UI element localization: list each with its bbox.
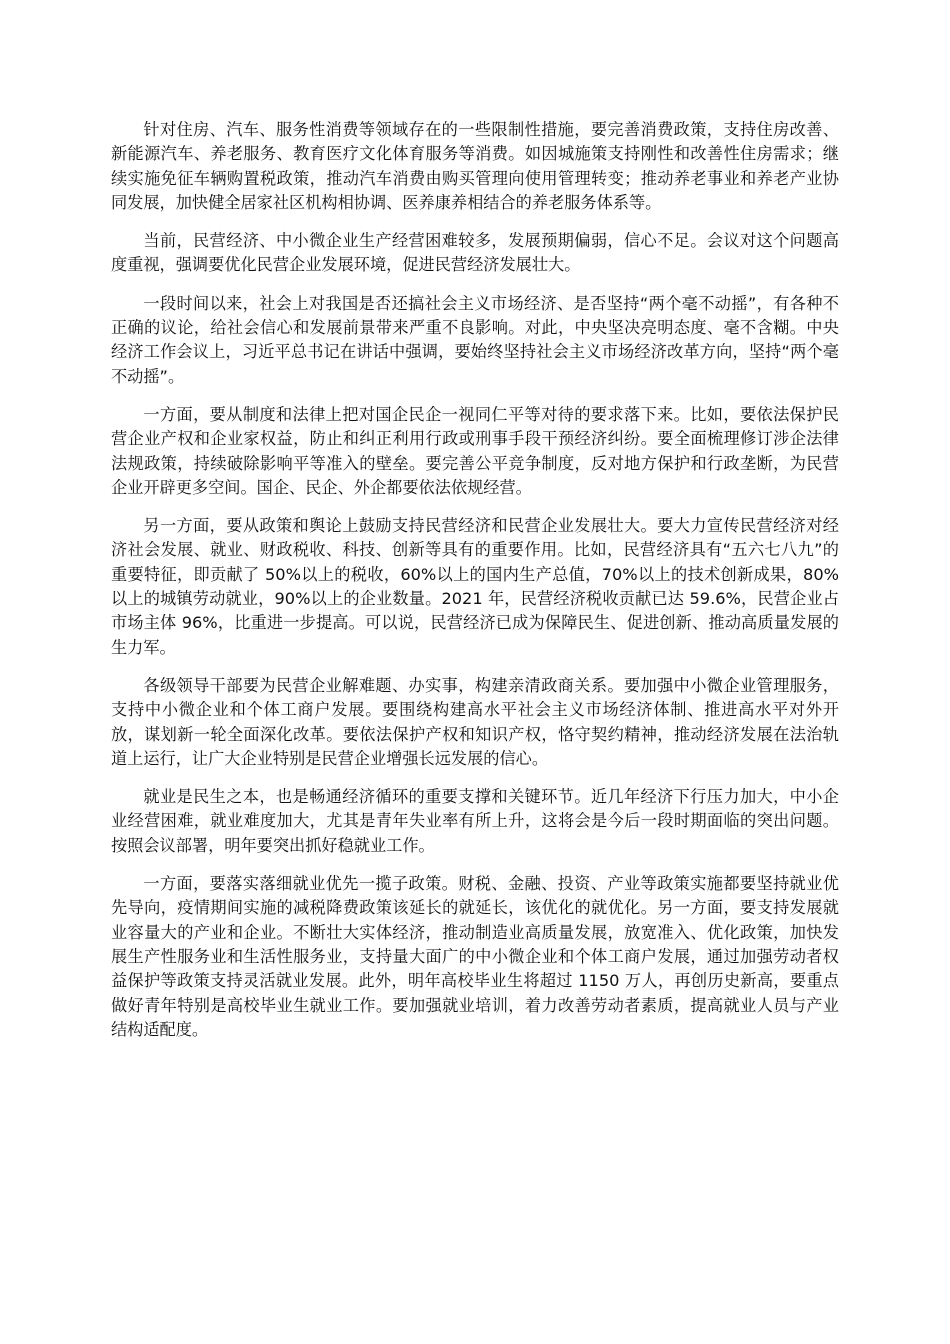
paragraph-consumption-policy: 针对住房、汽车、服务性消费等领域存在的一些限制性措施，要完善消费政策，支持住房改善、新能源汽车、养老服务、教育医疗文化体育服务等消费。如因城施策支持刚性和改善性住房需求；继续实施免征车辆购置税政策，推动汽车消费由购买管理向使用管理转变；推动养老事业和养老产业协同发展，加快健全居家社区机构相协调、医养康养相结合的养老服务体系等。 [111, 120, 839, 212]
paragraph-government-business-relations: 各级领导干部要为民营企业解难题、办实事，构建亲清政商关系。要加强中小微企业管理服务，支持中小微企业和个体工商户发展。要围绕构建高水平社会主义市场经济体制、推进高水平对外开放，谋划新一轮全面深化改革。要依法保护产权和知识产权，恪守契约精神，推动经济发展在法治轨道上运行，让广大企业特别是民营企业增强长远发展的信心。 [111, 675, 839, 768]
paragraph-policy-support: 另一方面，要从政策和舆论上鼓励支持民营经济和民营企业发展壮大。要大力宣传民营经济对经济社会发展、就业、财政税收、科技、创新等具有的重要作用。比如，民营经济具有“五六七八九”的重要特征，即贡献了 50%以上的税收，60%以上的国内生产总值，70%以上的技术创新成果，80%以上的城镇劳动就业，90%以上的企业数量。2021 年，民营经济税收贡献已达 59.6%，民营企业占市场主体 96%，比重进一步提高。可以说，民营经济已成为保障民生、促进创新、推动高质量发展的生力军。 [111, 516, 839, 657]
paragraph-two-unwaverings: 一段时间以来，社会上对我国是否还搞社会主义市场经济、是否坚持“两个毫不动摇”，有各种不正确的议论，给社会信心和发展前景带来严重不良影响。对此，中央坚决亮明态度、毫不含糊。中央经济工作会议上，习近平总书记在讲话中强调，要始终坚持社会主义市场经济改革方向，坚持“两个毫不动摇”。 [111, 293, 839, 386]
paragraph-institutional-equality: 一方面，要从制度和法律上把对国企民企一视同仁平等对待的要求落下来。比如，要依法保护民营企业产权和企业家权益，防止和纠正利用行政或刑事手段干预经济纠纷。要全面梳理修订涉企法律法规政策，持续破除影响平等准入的壁垒。要完善公平竞争制度，反对地方保护和行政垄断，为民营企业开辟更多空间。国企、民企、外企都要依法依规经营。 [111, 404, 839, 497]
document-body [111, 118, 839, 1056]
paragraph-private-economy-difficulties: 当前，民营经济、中小微企业生产经营困难较多，发展预期偏弱，信心不足。会议对这个问题高度重视，强调要优化民营企业发展环境，促进民营经济发展壮大。 [111, 231, 839, 275]
paragraph-employment-measures: 一方面，要落实落细就业优先一揽子政策。财税、金融、投资、产业等政策实施都要坚持就业优先导向，疫情期间实施的减税降费政策该延长的就延长，该优化的就优化。另一方面，要支持发展就业容量大的产业和企业。不断壮大实体经济，推动制造业高质量发展，放宽准入、优化政策，加快发展生产性服务业和生活性服务业，支持量大面广的中小微企业和个体工商户发展，通过加强劳动者权益保护等政策支持灵活就业发展。此外，明年高校毕业生将超过 1150 万人，再创历史新高，要重点做好青年特别是高校毕业生就业工作。要加强就业培训，着力改善劳动者素质，提高就业人员与产业结构适配度。 [111, 874, 839, 1039]
paragraph-employment-importance: 就业是民生之本，也是畅通经济循环的重要支撑和关键环节。近几年经济下行压力加大，中小企业经营困难，就业难度加大，尤其是青年失业率有所上升，这将会是今后一段时期面临的突出问题。按照会议部署，明年要突出抓好稳就业工作。 [111, 787, 839, 855]
